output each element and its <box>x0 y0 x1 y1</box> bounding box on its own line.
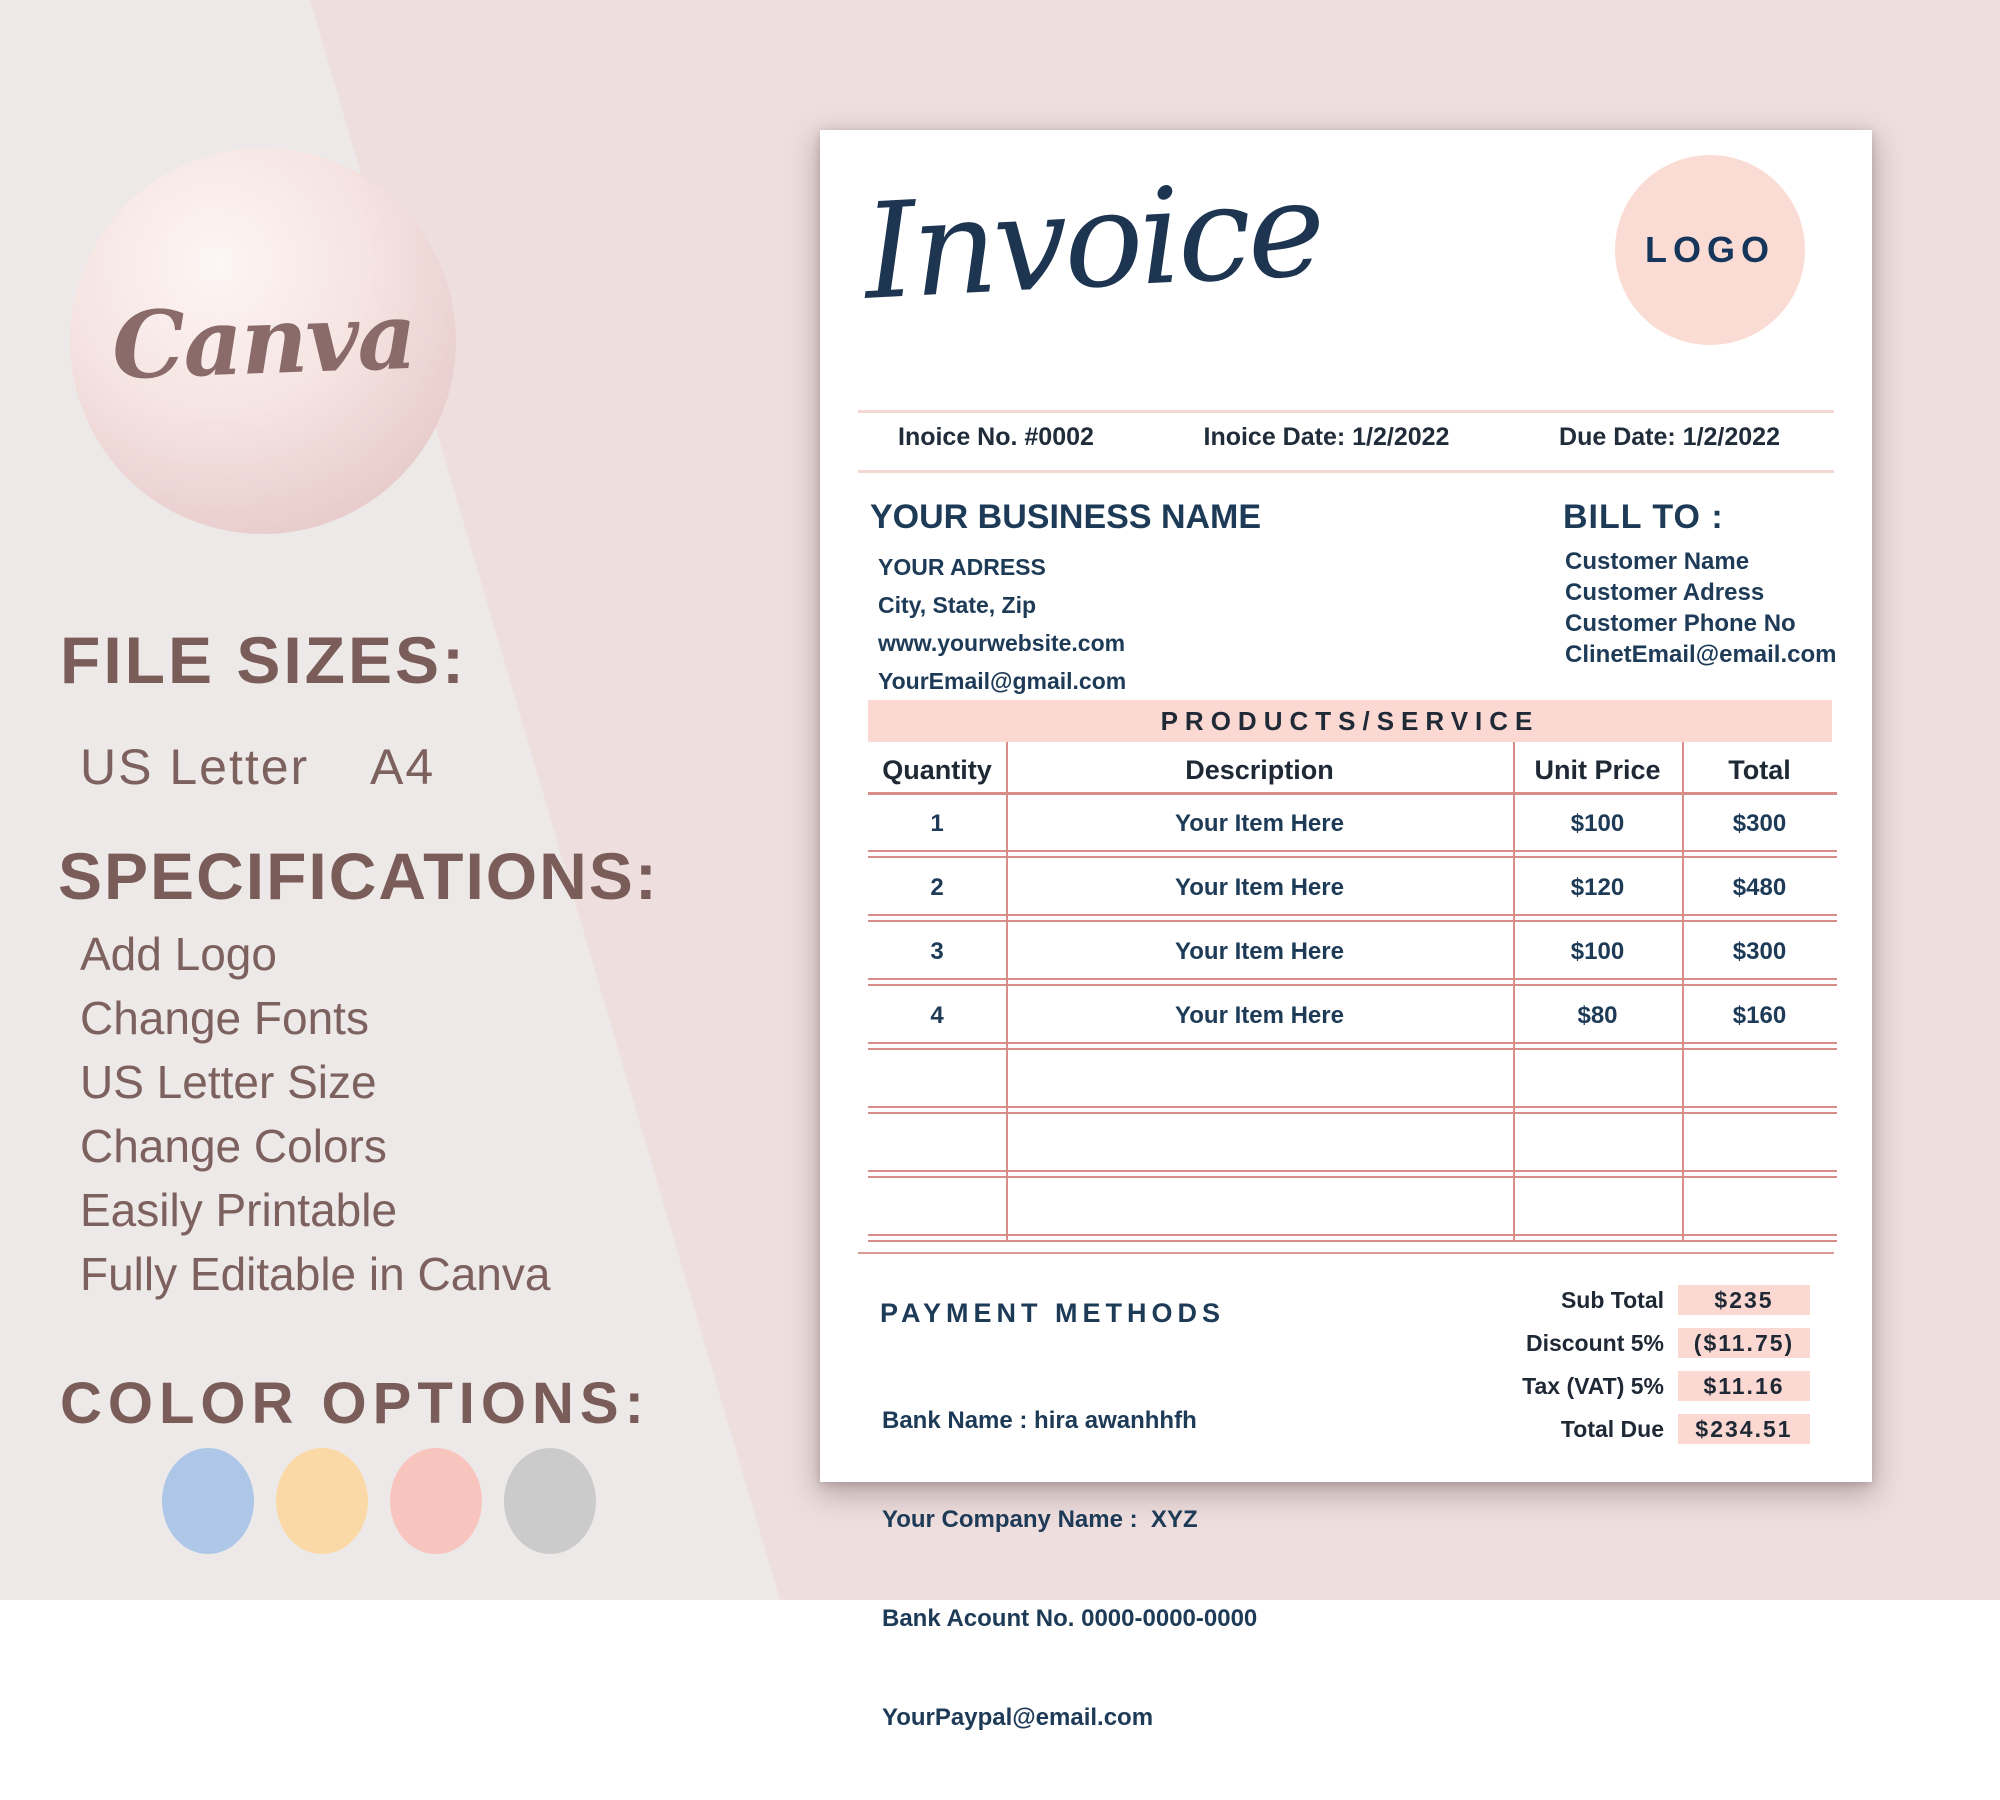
invoice-due-date: Due Date: 1/2/2022 <box>1559 423 1780 451</box>
spec-item: Fully Editable in Canva <box>80 1248 551 1300</box>
business-address-block <box>878 548 1126 700</box>
table-row-unit-price: $100 <box>1570 810 1625 837</box>
table-row-quantity: 4 <box>930 1002 944 1029</box>
table-bottom-line <box>858 1252 1834 1254</box>
business-address-line: YOUR ADRESS <box>878 554 1046 580</box>
divider-line <box>858 470 1834 473</box>
payment-company-name: Your Company Name : XYZ <box>882 1506 1198 1533</box>
table-row-unit-price: $100 <box>1570 938 1625 965</box>
divider-line <box>858 410 1834 413</box>
table-row-total: $160 <box>1732 1002 1787 1029</box>
total-due-value: $234.51 <box>1678 1414 1810 1444</box>
subtotal-row <box>1320 1285 1810 1315</box>
customer-email: ClinetEmail@email.com <box>1565 641 1837 668</box>
table-row-description: Your Item Here <box>1175 874 1344 901</box>
table-row-total: $480 <box>1732 874 1787 901</box>
subtotal-label: Sub Total <box>1560 1286 1664 1313</box>
table-row-unit-price: $80 <box>1577 1002 1618 1029</box>
color-options-heading: COLOR OPTIONS: <box>60 1371 650 1436</box>
business-email: YourEmail@gmail.com <box>878 668 1127 694</box>
products-service-banner: PRODUCTS/SERVICE <box>868 700 1832 742</box>
table-row-quantity: 1 <box>930 810 944 837</box>
table-row-description: Your Item Here <box>1175 938 1344 965</box>
spec-item: Change Fonts <box>80 992 369 1044</box>
invoice-page <box>820 130 1872 1731</box>
table-header-total: Total <box>1728 754 1791 785</box>
canva-wordmark: Canva <box>109 281 417 401</box>
spec-item: US Letter Size <box>80 1056 377 1108</box>
bill-to-block <box>1565 546 1837 670</box>
color-swatch-pink <box>390 1448 482 1554</box>
table-row-total: $300 <box>1732 938 1787 965</box>
total-due-label: Total Due <box>1560 1415 1664 1442</box>
business-name: YOUR BUSINESS NAME <box>870 498 1262 536</box>
subtotal-value: $235 <box>1678 1285 1810 1315</box>
customer-address: Customer Adress <box>1565 579 1765 606</box>
discount-label: Discount 5% <box>1525 1329 1664 1356</box>
payment-bank-name: Bank Name : hira awanhhfh <box>882 1407 1197 1434</box>
payment-bank-account: Bank Acount No. 0000-0000-0000 <box>882 1605 1258 1632</box>
logo-placeholder-text: LOGO <box>1645 229 1775 270</box>
color-swatch-peach <box>276 1448 368 1554</box>
business-address-line: City, State, Zip <box>878 592 1037 618</box>
customer-phone: Customer Phone No <box>1565 610 1796 637</box>
invoice-script-title: Invoice <box>860 152 1326 330</box>
color-swatch-row <box>162 1448 596 1554</box>
tax-row <box>1320 1371 1810 1401</box>
table-row-line <box>868 1176 1837 1178</box>
table-row-description: Your Item Here <box>1175 810 1344 837</box>
table-row-unit-price: $120 <box>1570 874 1625 901</box>
spec-item: Change Colors <box>80 1120 387 1172</box>
payment-paypal-email: YourPaypal@email.com <box>882 1704 1154 1731</box>
payment-methods-heading: PAYMENT METHODS <box>880 1298 1226 1328</box>
specifications-heading: SPECIFICATIONS: <box>58 839 659 913</box>
business-website: www.yourwebsite.com <box>878 630 1126 656</box>
spec-item: Add Logo <box>80 928 277 980</box>
bill-to-heading: BILL TO : <box>1563 498 1724 536</box>
discount-value: ($11.75) <box>1678 1328 1810 1358</box>
table-row-line <box>868 1106 1837 1108</box>
table-header-description: Description <box>1185 754 1334 785</box>
payment-methods-block <box>882 1338 1257 1800</box>
table-row-total: $300 <box>1732 810 1787 837</box>
file-sizes-heading: FILE SIZES: <box>60 623 468 697</box>
table-row-line <box>868 1048 1837 1050</box>
invoice-number: Inoice No. #0002 <box>898 423 1094 451</box>
total-due-row <box>1320 1414 1810 1444</box>
invoice-meta-row <box>898 423 1780 452</box>
logo-placeholder-circle <box>1615 155 1805 345</box>
tax-value: $11.16 <box>1678 1371 1810 1401</box>
customer-name: Customer Name <box>1565 548 1750 575</box>
file-sizes-value: US Letter A4 <box>80 739 436 795</box>
table-row-description: Your Item Here <box>1175 1002 1344 1029</box>
table-row-quantity: 2 <box>930 874 944 901</box>
table-header-quantity: Quantity <box>882 754 992 785</box>
table-header-unit-price: Unit Price <box>1534 754 1661 785</box>
invoice-date: Inoice Date: 1/2/2022 <box>1203 423 1450 451</box>
table-row-quantity: 3 <box>930 938 944 965</box>
canva-logo-sphere <box>70 148 456 534</box>
color-swatch-blue <box>162 1448 254 1554</box>
table-row-line <box>868 1234 1837 1236</box>
tax-label: Tax (VAT) 5% <box>1522 1372 1664 1399</box>
color-swatch-gray <box>504 1448 596 1554</box>
table-row-line <box>868 1240 1837 1242</box>
table-row-line <box>868 1112 1837 1114</box>
table-row-line <box>868 1170 1837 1172</box>
specifications-list <box>80 922 550 1306</box>
discount-row <box>1320 1328 1810 1358</box>
spec-item: Easily Printable <box>80 1184 398 1236</box>
